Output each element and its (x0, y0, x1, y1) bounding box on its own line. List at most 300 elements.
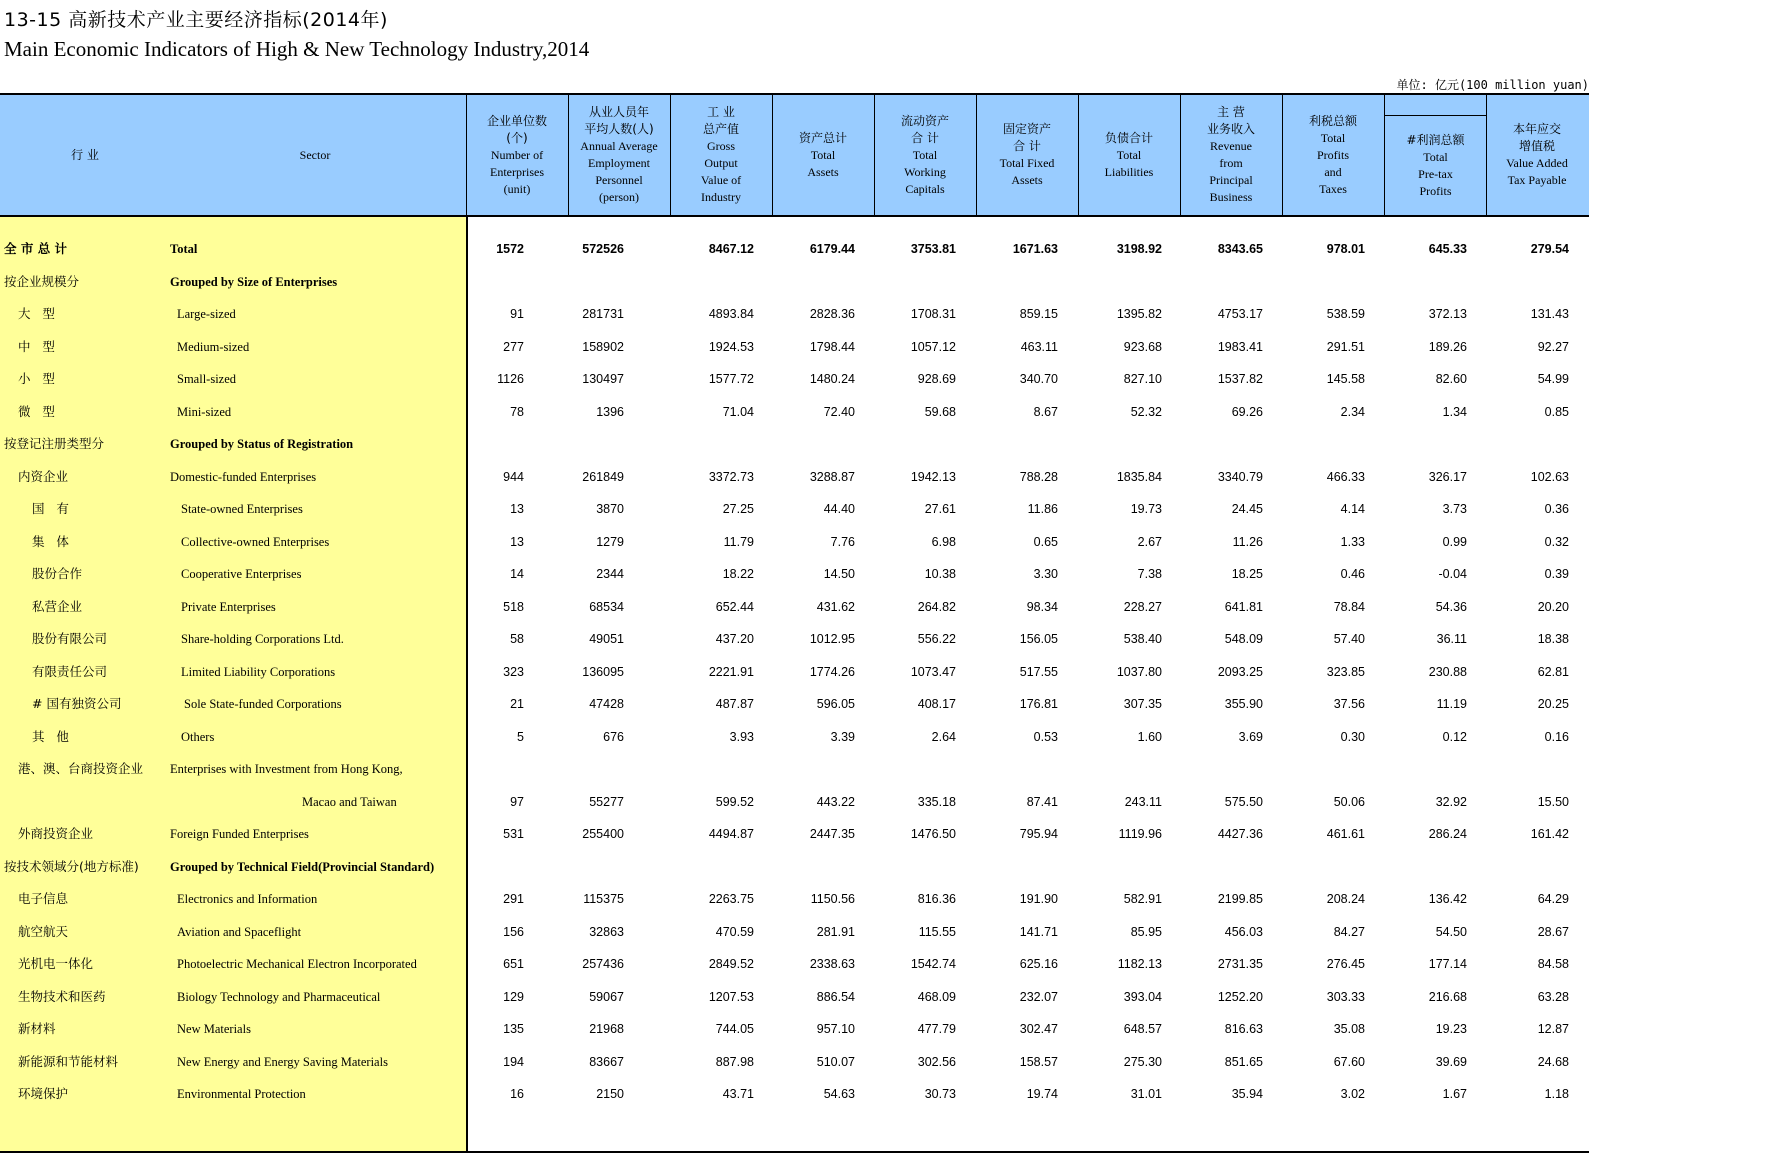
row-label-zh: # 国有独资公司 (32, 696, 122, 711)
cell-value: 0.36 (1544, 502, 1569, 516)
table-row (0, 233, 1589, 265)
cell-value: 538.59 (1326, 307, 1365, 321)
cell-value: 816.36 (917, 892, 956, 906)
row-label-zh: 内资企业 (18, 469, 69, 484)
bottom-rule (0, 1151, 1589, 1153)
cell-value: 1577.72 (708, 372, 754, 386)
cell-value: 393.04 (1123, 990, 1162, 1004)
table-row (0, 981, 1589, 1013)
cell-value: 1.60 (1137, 730, 1162, 744)
cell-value: 3870 (596, 502, 624, 516)
cell-value: 64.29 (1537, 892, 1569, 906)
cell-value: 477.79 (917, 1022, 956, 1036)
row-label-en: Medium-sized (177, 340, 250, 354)
cell-value: 98.34 (1026, 600, 1058, 614)
cell-value: 510.07 (816, 1055, 855, 1069)
cell-value: 281731 (582, 307, 624, 321)
table-row (0, 623, 1589, 655)
cell-value: 487.87 (715, 697, 754, 711)
cell-value: 68534 (589, 600, 624, 614)
cell-value: 1942.13 (910, 470, 956, 484)
table-row (0, 753, 1589, 785)
cell-value: 230.88 (1428, 665, 1467, 679)
cell-value: 0.99 (1442, 535, 1467, 549)
cell-value: 13 (510, 535, 524, 549)
cell-value: 2.64 (931, 730, 956, 744)
cell-value: 216.68 (1428, 990, 1467, 1004)
cell-value: 92.27 (1537, 340, 1569, 354)
table-row (0, 721, 1589, 753)
table-row (0, 298, 1589, 330)
cell-value: 2.34 (1340, 405, 1365, 419)
cell-value: 1182.13 (1117, 957, 1162, 971)
cell-value: 39.69 (1435, 1055, 1467, 1069)
cell-value: 531 (503, 827, 524, 841)
cell-value: 286.24 (1428, 827, 1467, 841)
cell-value: 3.02 (1340, 1087, 1365, 1101)
cell-value: 4494.87 (708, 827, 754, 841)
cell-value: 0.65 (1033, 535, 1058, 549)
cell-value: 115375 (583, 892, 624, 906)
cell-value: 3.30 (1033, 567, 1058, 581)
cell-value: 1671.63 (1012, 242, 1058, 256)
cell-value: 652.44 (715, 600, 754, 614)
row-label-en: Macao and Taiwan (302, 795, 397, 809)
cell-value: 63.28 (1537, 990, 1569, 1004)
table-row (0, 916, 1589, 948)
header-col-2: 从业人员年 平均人数(人) Annual Average Employment Personnel (person) (580, 105, 658, 204)
cell-value: 156.05 (1019, 632, 1058, 646)
cell-value: 4.14 (1340, 502, 1365, 516)
table-row (0, 948, 1589, 980)
cell-value: 0.39 (1544, 567, 1569, 581)
row-label-zh: 私营企业 (32, 599, 83, 614)
cell-value: 8343.65 (1217, 242, 1263, 256)
cell-value: 3.69 (1238, 730, 1263, 744)
cell-value: 470.59 (715, 925, 754, 939)
row-label-zh: 按技术领域分(地方标准) (4, 859, 139, 874)
cell-value: 57.40 (1333, 632, 1365, 646)
cell-value: 1835.84 (1116, 470, 1162, 484)
cell-value: 0.85 (1544, 405, 1569, 419)
cell-value: 6.98 (931, 535, 956, 549)
cell-value: 517.55 (1019, 665, 1058, 679)
header-divider (772, 95, 773, 215)
table-row (0, 461, 1589, 493)
table-row (0, 493, 1589, 525)
cell-value: 0.16 (1544, 730, 1569, 744)
cell-value: 291.51 (1326, 340, 1365, 354)
cell-value: 431.62 (816, 600, 855, 614)
cell-value: 0.12 (1442, 730, 1467, 744)
cell-value: 303.33 (1326, 990, 1365, 1004)
cell-value: 437.20 (715, 632, 754, 646)
cell-value: 2338.63 (809, 957, 855, 971)
cell-value: 91 (510, 307, 524, 321)
cell-value: 145.58 (1326, 372, 1365, 386)
cell-value: 957.10 (816, 1022, 855, 1036)
cell-value: 276.45 (1326, 957, 1365, 971)
cell-value: 243.11 (1124, 795, 1162, 809)
header-divider (976, 95, 977, 215)
row-label-zh: 股份有限公司 (32, 631, 108, 646)
cell-value: -0.04 (1438, 567, 1467, 581)
cell-value: 355.90 (1224, 697, 1263, 711)
cell-value: 978.01 (1326, 242, 1365, 256)
cell-value: 788.28 (1019, 470, 1058, 484)
cell-value: 556.22 (917, 632, 956, 646)
cell-value: 135 (503, 1022, 524, 1036)
cell-value: 641.81 (1224, 600, 1263, 614)
cell-value: 1476.50 (910, 827, 956, 841)
cell-value: 466.33 (1326, 470, 1365, 484)
cell-value: 78.84 (1333, 600, 1365, 614)
cell-value: 32.92 (1435, 795, 1467, 809)
cell-value: 2731.35 (1217, 957, 1263, 971)
cell-value: 4427.36 (1217, 827, 1263, 841)
cell-value: 13 (510, 502, 524, 516)
row-label-en: Environmental Protection (177, 1087, 306, 1101)
cell-value: 43.71 (722, 1087, 754, 1101)
table-row (0, 883, 1589, 915)
cell-value: 1537.82 (1217, 372, 1263, 386)
cell-value: 49051 (589, 632, 624, 646)
header-col-4: 资产总计 Total Assets (798, 130, 847, 179)
cell-value: 228.27 (1123, 600, 1162, 614)
table-row (0, 526, 1589, 558)
cell-value: 255400 (582, 827, 624, 841)
cell-value: 20.20 (1537, 600, 1569, 614)
cell-value: 54.63 (823, 1087, 855, 1101)
row-label-zh: 电子信息 (18, 891, 69, 906)
cell-value: 59067 (589, 990, 624, 1004)
header-col-6: 固定资产 合 计 Total Fixed Assets (999, 122, 1055, 187)
header-divider (670, 95, 671, 215)
cell-value: 307.35 (1123, 697, 1162, 711)
row-label-en: Mini-sized (177, 405, 232, 419)
cell-value: 3.39 (830, 730, 855, 744)
cell-value: 1924.53 (708, 340, 754, 354)
cell-value: 851.65 (1224, 1055, 1263, 1069)
cell-value: 456.03 (1224, 925, 1263, 939)
cell-value: 518 (503, 600, 524, 614)
cell-value: 928.69 (917, 372, 956, 386)
cell-value: 2.67 (1137, 535, 1162, 549)
cell-value: 55277 (589, 795, 624, 809)
header-divider (466, 95, 467, 215)
cell-value: 83667 (589, 1055, 624, 1069)
cell-value: 232.07 (1019, 990, 1058, 1004)
cell-value: 21968 (589, 1022, 624, 1036)
cell-value: 12.87 (1537, 1022, 1569, 1036)
cell-value: 323 (503, 665, 524, 679)
cell-value: 18.25 (1231, 567, 1263, 581)
cell-value: 1057.12 (910, 340, 956, 354)
cell-value: 129 (503, 990, 524, 1004)
cell-value: 2199.85 (1217, 892, 1263, 906)
cell-value: 2150 (596, 1087, 624, 1101)
header-divider (1180, 95, 1181, 215)
cell-value: 1.18 (1544, 1087, 1569, 1101)
cell-value: 648.57 (1123, 1022, 1162, 1036)
row-label-en: Foreign Funded Enterprises (170, 827, 309, 841)
row-label-en: Total (170, 242, 198, 256)
cell-value: 463.11 (1020, 340, 1058, 354)
table-row (0, 591, 1589, 623)
row-label-en: Share-holding Corporations Ltd. (181, 632, 344, 646)
cell-value: 2093.25 (1217, 665, 1263, 679)
cell-value: 1.67 (1442, 1087, 1467, 1101)
cell-value: 2344 (596, 567, 624, 581)
row-label-en: Grouped by Status of Registration (170, 437, 354, 451)
cell-value: 156 (503, 925, 524, 939)
row-label-zh: 新能源和节能材料 (18, 1054, 119, 1069)
cell-value: 468.09 (917, 990, 956, 1004)
cell-value: 859.15 (1019, 307, 1058, 321)
cell-value: 24.45 (1231, 502, 1263, 516)
table-row (0, 428, 1589, 460)
cell-value: 3198.92 (1116, 242, 1162, 256)
cell-value: 72.40 (823, 405, 855, 419)
cell-value: 54.99 (1537, 372, 1569, 386)
cell-value: 8467.12 (708, 242, 754, 256)
cell-value: 78 (510, 405, 524, 419)
cell-value: 548.09 (1224, 632, 1263, 646)
cell-value: 136095 (582, 665, 624, 679)
cell-value: 0.32 (1544, 535, 1569, 549)
row-label-en: Biology Technology and Pharmaceutical (177, 990, 381, 1004)
cell-value: 275.30 (1123, 1055, 1162, 1069)
cell-value: 176.81 (1019, 697, 1058, 711)
cell-value: 1396 (596, 405, 624, 419)
cell-value: 11.26 (1232, 535, 1263, 549)
cell-value: 3.93 (729, 730, 754, 744)
cell-value: 1150.56 (810, 892, 855, 906)
table-row (0, 266, 1589, 298)
cell-value: 816.63 (1224, 1022, 1263, 1036)
cell-value: 261849 (582, 470, 624, 484)
table-number-title-zh: 13-15 高新技术产业主要经济指标(2014年) (4, 9, 388, 31)
cell-value: 11.86 (1027, 502, 1058, 516)
header-col-9: 利税总额 Total Profits and Taxes (1308, 113, 1357, 196)
cell-value: 596.05 (816, 697, 855, 711)
header-divider (568, 95, 569, 215)
row-label-zh: 有限责任公司 (32, 664, 108, 679)
cell-value: 1207.53 (708, 990, 754, 1004)
row-label-zh: 其 他 (32, 729, 69, 744)
cell-value: 69.26 (1231, 405, 1263, 419)
cell-value: 0.46 (1340, 567, 1365, 581)
cell-value: 302.56 (917, 1055, 956, 1069)
row-label-en: Limited Liability Corporations (181, 665, 336, 679)
cell-value: 194 (503, 1055, 524, 1069)
cell-value: 1983.41 (1217, 340, 1263, 354)
cell-value: 335.18 (917, 795, 956, 809)
cell-value: 158902 (582, 340, 624, 354)
cell-value: 944 (503, 470, 524, 484)
cell-value: 340.70 (1019, 372, 1058, 386)
cell-value: 3340.79 (1217, 470, 1263, 484)
cell-value: 257436 (582, 957, 624, 971)
cell-value: 131.43 (1530, 307, 1569, 321)
cell-value: 44.40 (823, 502, 855, 516)
row-label-en: Small-sized (177, 372, 237, 386)
cell-value: 676 (603, 730, 624, 744)
row-label-en: New Materials (177, 1022, 251, 1036)
cell-value: 115.55 (918, 925, 956, 939)
cell-value: 625.16 (1019, 957, 1058, 971)
row-label-en: Aviation and Spaceflight (177, 925, 302, 939)
cell-value: 18.22 (722, 567, 754, 581)
cell-value: 208.24 (1326, 892, 1365, 906)
row-label-zh: 港、澳、台商投资企业 (18, 761, 144, 776)
table-row (0, 688, 1589, 720)
cell-value: 28.67 (1537, 925, 1569, 939)
cell-value: 582.91 (1123, 892, 1162, 906)
cell-value: 461.61 (1326, 827, 1365, 841)
cell-value: 1279 (596, 535, 624, 549)
cell-value: 1037.80 (1116, 665, 1162, 679)
header-col-1: 企业单位数 (个) Number of Enterprises (unit) (486, 113, 547, 196)
table-row (0, 786, 1589, 818)
table-title-en: Main Economic Indicators of High & New Technology Industry,2014 (4, 37, 590, 61)
cell-value: 651 (503, 957, 524, 971)
cell-value: 443.22 (816, 795, 855, 809)
cell-value: 1126 (497, 372, 524, 386)
header-divider (1486, 95, 1487, 215)
cell-value: 1119.96 (1118, 827, 1162, 841)
cell-value: 11.79 (723, 535, 754, 549)
cell-value: 136.42 (1428, 892, 1467, 906)
row-label-en: Large-sized (177, 307, 236, 321)
cell-value: 3753.81 (910, 242, 956, 256)
header-divider (1384, 95, 1385, 215)
row-label-zh: 新材料 (18, 1021, 56, 1036)
row-label-zh: 环境保护 (18, 1086, 69, 1101)
cell-value: 2263.75 (708, 892, 754, 906)
cell-value: 19.23 (1435, 1022, 1467, 1036)
cell-value: 58 (510, 632, 524, 646)
row-label-zh: 外商投资企业 (18, 826, 94, 841)
cell-value: 302.47 (1019, 1022, 1058, 1036)
cell-value: 84.27 (1333, 925, 1365, 939)
cell-value: 279.54 (1530, 242, 1569, 256)
cell-value: 18.38 (1537, 632, 1569, 646)
table-row (0, 1013, 1589, 1045)
cell-value: 3288.87 (809, 470, 855, 484)
cell-value: 24.68 (1537, 1055, 1569, 1069)
row-label-en: Sole State-funded Corporations (184, 697, 342, 711)
cell-value: 161.42 (1530, 827, 1569, 841)
cell-value: 1.33 (1340, 535, 1365, 549)
cell-value: 27.25 (722, 502, 754, 516)
header-col-3: 工 业 总产值 Gross Output Value of Industry (700, 105, 742, 204)
cell-value: 281.91 (816, 925, 855, 939)
cell-value: 82.60 (1435, 372, 1467, 386)
row-label-zh: 微 型 (18, 404, 55, 419)
row-label-zh: 小 型 (18, 371, 55, 386)
cell-value: 277 (503, 340, 524, 354)
cell-value: 35.94 (1231, 1087, 1263, 1101)
cell-value: 1774.26 (809, 665, 855, 679)
cell-value: 6179.44 (809, 242, 855, 256)
cell-value: 85.95 (1130, 925, 1162, 939)
cell-value: 0.53 (1033, 730, 1058, 744)
cell-value: 97 (510, 795, 524, 809)
row-label-en: Cooperative Enterprises (181, 567, 302, 581)
row-label-en: Electronics and Information (177, 892, 318, 906)
cell-value: 8.67 (1033, 405, 1058, 419)
cell-value: 1798.44 (809, 340, 855, 354)
cell-value: 3.73 (1442, 502, 1467, 516)
cell-value: 886.54 (816, 990, 855, 1004)
row-label-zh: 集 体 (32, 534, 69, 549)
cell-value: 264.82 (917, 600, 956, 614)
cell-value: 795.94 (1019, 827, 1058, 841)
cell-value: 323.85 (1326, 665, 1365, 679)
cell-value: 5 (517, 730, 524, 744)
cell-value: 7.38 (1137, 567, 1162, 581)
cell-value: 887.98 (715, 1055, 754, 1069)
cell-value: 2221.91 (708, 665, 754, 679)
row-label-en: Private Enterprises (181, 600, 276, 614)
row-label-zh: 中 型 (18, 339, 55, 354)
cell-value: 102.63 (1530, 470, 1569, 484)
cell-value: 30.73 (924, 1087, 956, 1101)
header-col-7: 负债合计 Total Liabilities (1104, 130, 1154, 179)
cell-value: 2849.52 (708, 957, 754, 971)
cell-value: 19.74 (1026, 1087, 1058, 1101)
header-divider (874, 95, 875, 215)
cell-value: 84.58 (1537, 957, 1569, 971)
cell-value: 4753.17 (1217, 307, 1263, 321)
cell-value: 0.30 (1340, 730, 1365, 744)
row-label-zh: 大 型 (18, 306, 55, 321)
cell-value: 52.32 (1130, 405, 1162, 419)
table-row (0, 363, 1589, 395)
cell-value: 645.33 (1428, 242, 1467, 256)
cell-value: 575.50 (1224, 795, 1263, 809)
cell-value: 19.73 (1130, 502, 1162, 516)
cell-value: 1073.47 (910, 665, 956, 679)
row-label-zh: 股份合作 (32, 566, 83, 581)
cell-value: 31.01 (1130, 1087, 1162, 1101)
cell-value: 3372.73 (708, 470, 754, 484)
header-industry-zh: 行 业 (71, 147, 99, 162)
table-row (0, 558, 1589, 590)
cell-value: 326.17 (1428, 470, 1467, 484)
cell-value: 87.41 (1026, 795, 1058, 809)
cell-value: 1.34 (1442, 405, 1467, 419)
table-row (0, 818, 1589, 850)
cell-value: 7.76 (830, 535, 855, 549)
cell-value: 59.68 (924, 405, 956, 419)
cell-value: 408.17 (917, 697, 956, 711)
cell-value: 1572 (496, 242, 524, 256)
cell-value: 32863 (589, 925, 624, 939)
row-label-zh: 按企业规模分 (4, 274, 80, 289)
table-row (0, 331, 1589, 363)
cell-value: 1252.20 (1217, 990, 1263, 1004)
cell-value: 2828.36 (809, 307, 855, 321)
row-label-zh: 全 市 总 计 (4, 241, 68, 256)
cell-value: 37.56 (1333, 697, 1365, 711)
table-row (0, 851, 1589, 883)
cell-value: 50.06 (1333, 795, 1365, 809)
cell-value: 1480.24 (809, 372, 855, 386)
cell-value: 4893.84 (708, 307, 754, 321)
cell-value: 21 (510, 697, 524, 711)
